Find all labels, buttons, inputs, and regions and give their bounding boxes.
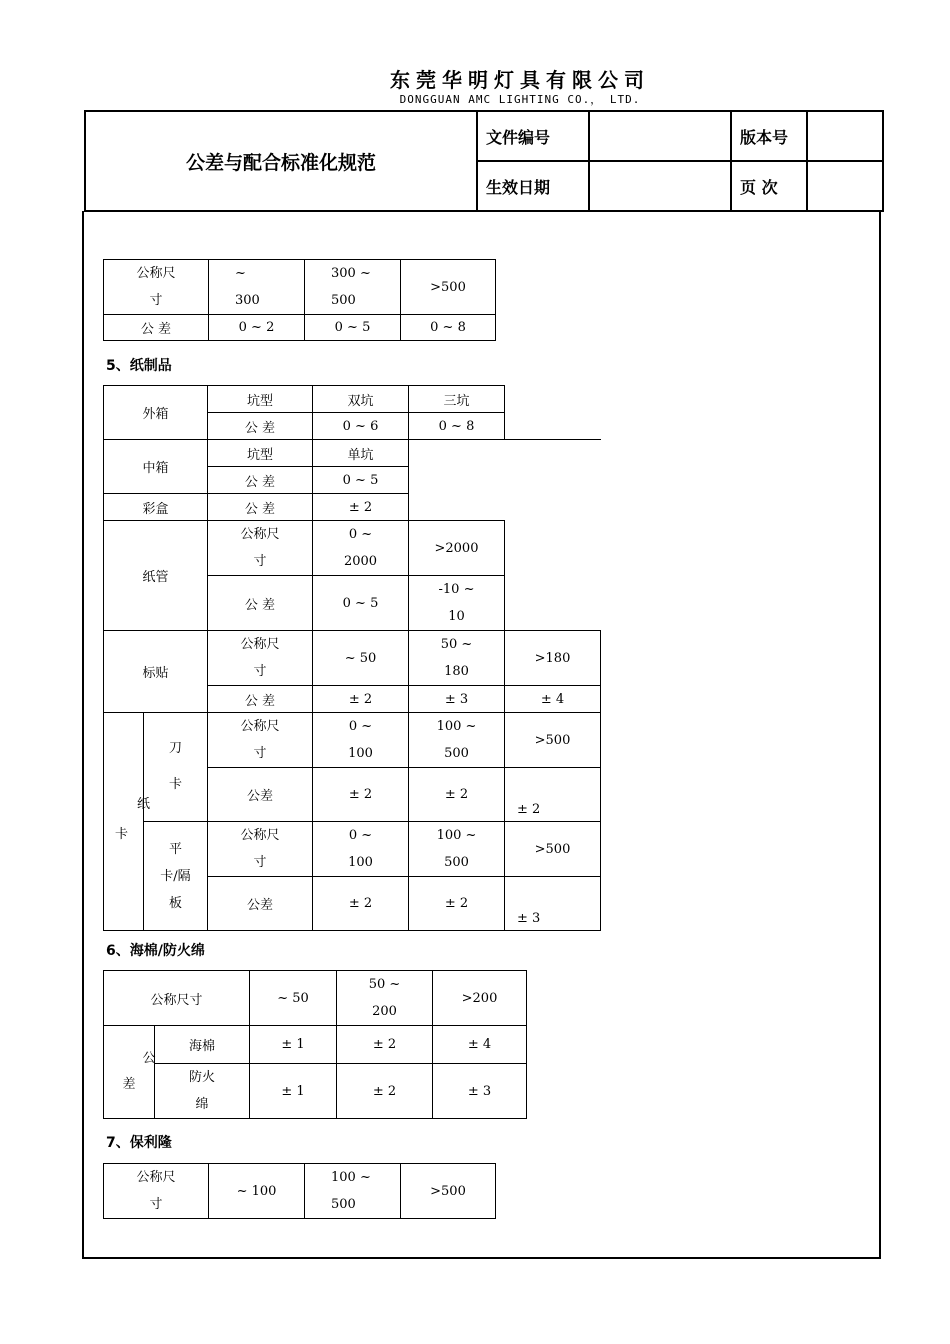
tolerance-cell: ± 3: [505, 877, 601, 931]
range-cell: 300 ~ 500: [305, 260, 401, 315]
tolerance-cell: 0 ~ 5: [313, 576, 409, 631]
range-cell: 0 ~ 100: [313, 822, 409, 877]
range-cell: 0 ~ 2000: [313, 521, 409, 576]
company-name-cn: 东莞华明灯具有限公司: [390, 68, 650, 92]
middle-box-label: 中箱: [104, 440, 208, 494]
version-label: 版本号: [731, 111, 807, 161]
tolerance-cell: ± 2: [337, 1026, 433, 1064]
range-cell: ~ 300: [209, 260, 305, 315]
effective-date-label: 生效日期: [477, 161, 589, 211]
double-flute-label: 双坑: [313, 386, 409, 413]
range-cell: ~ 50: [250, 971, 337, 1026]
previous-tolerance-table: [103, 259, 496, 341]
document-header-table: [84, 110, 884, 212]
tolerance-cell: 0 ~ 5: [313, 467, 409, 494]
flat-card-divider-label: 平 卡/隔 板: [144, 822, 208, 931]
range-cell: 50 ~ 200: [337, 971, 433, 1026]
size-label-cell: 公称尺 寸: [208, 822, 313, 877]
tolerance-cell: ± 3: [409, 686, 505, 713]
range-cell: >180: [505, 631, 601, 686]
color-box-label: 彩盒: [104, 494, 208, 521]
tolerance-label: 公 差: [208, 686, 313, 713]
page-value: [807, 161, 883, 211]
version-value: [807, 111, 883, 161]
tolerance-cell: ± 2: [313, 768, 409, 822]
sponge-label: 海棉: [155, 1026, 250, 1064]
company-name-en: DONGGUAN AMC LIGHTING CO.， LTD.: [399, 93, 641, 106]
outer-box-label: 外箱: [104, 386, 208, 440]
range-cell: ~ 50: [313, 631, 409, 686]
tolerance-cell: 0 ~ 8: [401, 315, 496, 341]
tolerance-cell: 0 ~ 2: [209, 315, 305, 341]
tolerance-cell: ± 2: [409, 877, 505, 931]
tolerance-label: 公 差: [208, 467, 313, 494]
triple-flute-label: 三坑: [409, 386, 505, 413]
tolerance-cell: 0 ~ 6: [313, 413, 409, 440]
tolerance-cell: ± 3: [433, 1064, 527, 1119]
flute-label: 坑型: [208, 386, 313, 413]
tolerance-cell: ± 2: [409, 768, 505, 822]
tolerance-cell: ± 1: [250, 1026, 337, 1064]
range-cell: >500: [505, 713, 601, 768]
file-number-label: 文件编号: [477, 111, 589, 161]
file-number-value: [589, 111, 731, 161]
tolerance-cell: 0 ~ 5: [305, 315, 401, 341]
range-cell: >2000: [409, 521, 505, 576]
tolerance-label: 公 差: [208, 413, 313, 440]
tolerance-label: 公 差: [208, 494, 313, 521]
tolerance-cell: ± 2: [313, 494, 409, 521]
tolerance-label: 公差: [208, 768, 313, 822]
flute-label: 坑型: [208, 440, 313, 467]
range-cell: >500: [401, 260, 496, 315]
section-7-title: 7、保利隆: [106, 1135, 172, 1151]
range-cell: 0 ~ 100: [313, 713, 409, 768]
label-sticker-label: 标贴: [104, 631, 208, 713]
tolerance-cell: -10 ~ 10: [409, 576, 505, 631]
section-6-title: 6、海棉/防火绵: [106, 943, 205, 959]
range-cell: ~ 100: [209, 1164, 305, 1219]
tolerance-cell: ± 4: [505, 686, 601, 713]
cardboard-label: 纸 卡: [104, 713, 144, 931]
tolerance-cell: ± 2: [505, 768, 601, 822]
tolerance-cell: ± 1: [250, 1064, 337, 1119]
range-cell: >500: [401, 1164, 496, 1219]
size-label-cell: 公称尺寸: [104, 971, 250, 1026]
paper-tube-label: 纸管: [104, 521, 208, 631]
sponge-table: [103, 970, 527, 1119]
range-cell: >500: [505, 822, 601, 877]
range-cell: 50 ~ 180: [409, 631, 505, 686]
size-label-cell: 公称尺 寸: [208, 521, 313, 576]
tolerance-label: 公差: [208, 877, 313, 931]
range-cell: 100 ~ 500: [305, 1164, 401, 1219]
styrofoam-table: [103, 1163, 496, 1219]
paper-products-table: [103, 385, 601, 931]
size-label-cell: 公称尺 寸: [208, 631, 313, 686]
range-cell: >200: [433, 971, 527, 1026]
section-5-title: 5、纸制品: [106, 358, 172, 374]
tolerance-cell: 0 ~ 8: [409, 413, 505, 440]
tolerance-label: 公 差: [104, 1026, 155, 1119]
range-cell: 100 ~ 500: [409, 713, 505, 768]
document-title: 公差与配合标准化规范: [85, 111, 477, 211]
tolerance-cell: ± 2: [313, 686, 409, 713]
size-label-cell: 公称尺 寸: [208, 713, 313, 768]
tolerance-cell: ± 2: [313, 877, 409, 931]
tolerance-label-cell: 公 差: [104, 315, 209, 341]
page-label: 页 次: [731, 161, 807, 211]
single-flute-label: 单坑: [313, 440, 409, 467]
tolerance-label: 公 差: [208, 576, 313, 631]
fireproof-foam-label: 防火 绵: [155, 1064, 250, 1119]
knife-card-label: 刀 卡: [144, 713, 208, 822]
size-label-cell: 公称尺 寸: [104, 1164, 209, 1219]
effective-date-value: [589, 161, 731, 211]
tolerance-cell: ± 4: [433, 1026, 527, 1064]
size-label-cell: 公称尺 寸: [104, 260, 209, 315]
range-cell: 100 ~ 500: [409, 822, 505, 877]
tolerance-cell: ± 2: [337, 1064, 433, 1119]
